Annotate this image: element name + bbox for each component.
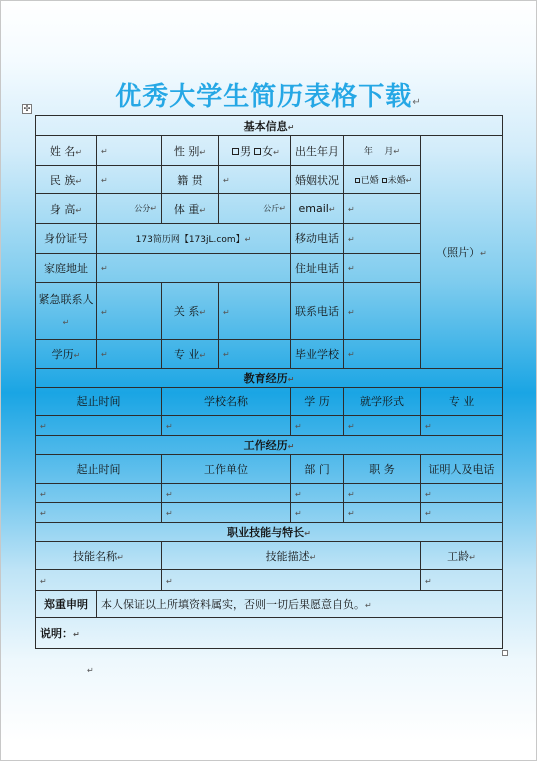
marital-status-field[interactable]: 已婚 未婚↵ [344,165,421,194]
work-col-period: 起止时间 [36,455,162,484]
weight-label: 体 重↵ [162,194,219,224]
email-field[interactable]: ↵ [344,194,421,224]
contact-phone-field[interactable]: ↵ [344,283,421,340]
table-row [36,618,503,649]
home-address-field[interactable]: ↵ [97,253,291,283]
native-place-field[interactable]: ↵ [219,165,291,194]
gender-male-checkbox[interactable] [232,148,239,155]
weight-field[interactable]: 公斤↵ [219,194,291,224]
birth-label: 出生年月 [291,136,344,166]
edu-cell[interactable]: ↵ [421,415,503,435]
degree-field[interactable]: ↵ [97,340,162,369]
declaration-text: 本人保证以上所填资料属实，否则一切后果愿意自负。↵ [97,590,503,618]
photo-cell[interactable]: （照片）↵ [421,136,503,368]
edu-col-degree: 学 历 [291,388,344,416]
work-cell[interactable]: ↵ [344,483,421,502]
mobile-field[interactable]: ↵ [344,224,421,254]
work-cell[interactable]: ↵ [421,503,503,522]
birth-field[interactable]: 年 月↵ [344,136,421,166]
section-header-row [36,435,503,454]
school-field[interactable]: ↵ [344,340,421,369]
married-checkbox[interactable] [355,178,360,183]
skill-col-years: 工龄↵ [421,541,503,570]
edu-cell[interactable]: ↵ [344,415,421,435]
table-row [36,590,503,618]
skill-cell[interactable]: ↵ [36,570,162,590]
contact-phone-label: 联系电话 [291,283,344,340]
degree-label: 学历↵ [36,340,97,369]
document-title: 优秀大学生简历表格下载↵ [115,82,422,112]
work-col-position: 职 务 [344,455,421,484]
work-cell[interactable]: ↵ [421,483,503,502]
residence-phone-field[interactable]: ↵ [344,253,421,283]
skill-cell[interactable]: ↵ [421,570,503,590]
work-cell[interactable]: ↵ [291,503,344,522]
relation-label: 关 系↵ [162,283,219,340]
edu-cell[interactable]: ↵ [291,415,344,435]
table-header-row [36,388,503,416]
height-label: 身 高↵ [36,194,97,224]
table-move-handle-icon[interactable]: ✣ [23,104,31,113]
work-col-department: 部 门 [291,455,344,484]
resume-table [35,115,503,649]
section-basic-info: 基本信息↵ [36,116,503,136]
table-resize-handle[interactable] [502,650,508,656]
section-work: 工作经历↵ [36,435,503,454]
note-field[interactable]: 说明：↵ [36,618,503,649]
skill-cell[interactable]: ↵ [162,570,421,590]
work-cell[interactable]: ↵ [36,503,162,522]
work-cell[interactable]: ↵ [162,483,291,502]
edu-col-study-mode: 就学形式 [344,388,421,416]
declaration-label: 郑重申明 [36,590,97,618]
major-field[interactable]: ↵ [219,340,291,369]
relation-field[interactable]: ↵ [219,283,291,340]
work-cell[interactable]: ↵ [344,503,421,522]
name-label: 姓 名↵ [36,136,97,166]
section-header-row [36,368,503,387]
section-header-row [36,116,503,136]
gender-female-checkbox[interactable] [254,148,261,155]
edu-cell[interactable]: ↵ [162,415,291,435]
table-row [36,503,503,522]
table-header-row [36,541,503,570]
emergency-contact-field[interactable]: ↵ [97,283,162,340]
gender-label: 性 别↵ [162,136,219,166]
edu-col-school: 学校名称 [162,388,291,416]
gender-field[interactable]: 男 女↵ [219,136,291,166]
id-number-label: 身份证号 [36,224,97,254]
work-col-reference: 证明人及电话 [421,455,503,484]
work-cell[interactable]: ↵ [162,503,291,522]
id-number-field[interactable]: 173简历网【173jL.com】↵ [97,224,291,254]
work-col-employer: 工作单位 [162,455,291,484]
table-header-row [36,455,503,484]
residence-phone-label: 住址电话 [291,253,344,283]
major-label: 专 业↵ [162,340,219,369]
edu-col-period: 起止时间 [36,388,162,416]
section-education: 教育经历↵ [36,368,503,387]
work-cell[interactable]: ↵ [291,483,344,502]
table-row [36,415,503,435]
edu-cell[interactable]: ↵ [36,415,162,435]
work-cell[interactable]: ↵ [36,483,162,502]
table-row [36,483,503,502]
marital-status-label: 婚姻状况 [291,165,344,194]
skill-col-description: 技能描述↵ [162,541,421,570]
school-label: 毕业学校 [291,340,344,369]
table-row [36,570,503,590]
height-field[interactable]: 公分↵ [97,194,162,224]
native-place-label: 籍 贯 [162,165,219,194]
single-checkbox[interactable] [382,178,387,183]
edu-col-major: 专 业 [421,388,503,416]
table-row [36,136,503,166]
email-label: email↵ [291,194,344,224]
section-skills: 职业技能与特长↵ [36,522,503,541]
name-field[interactable]: ↵ [97,136,162,166]
mobile-label: 移动电话 [291,224,344,254]
skill-col-name: 技能名称↵ [36,541,162,570]
ethnicity-label: 民 族↵ [36,165,97,194]
paragraph-mark: ↵ [87,666,94,675]
home-address-label: 家庭地址 [36,253,97,283]
emergency-contact-label: 紧急联系人↵ [36,283,97,340]
ethnicity-field[interactable]: ↵ [97,165,162,194]
section-header-row [36,522,503,541]
